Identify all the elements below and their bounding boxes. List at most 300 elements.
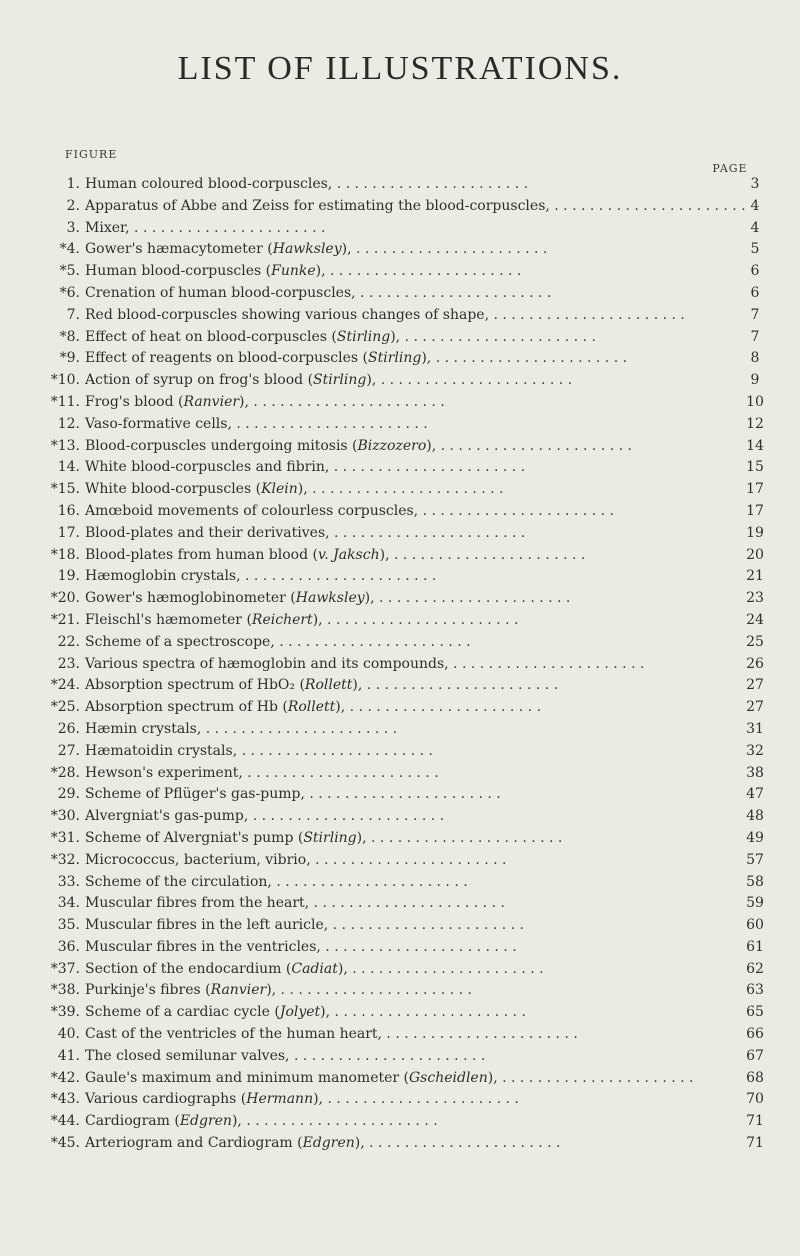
figure-number: *18.	[50, 546, 80, 563]
page-number: 68	[746, 1069, 764, 1086]
figure-title-tail: ),	[297, 481, 308, 498]
figure-title-tail: ),	[312, 611, 323, 628]
page-number: 3	[750, 176, 760, 192]
figure-title-tail: ),	[390, 328, 401, 345]
figure-title-tail: ),	[352, 677, 363, 694]
list-item	[0, 784, 800, 806]
figure-title-tail: ),	[487, 1069, 498, 1086]
figure-title-text: Gaule's maximum and minimum manometer (	[85, 1069, 409, 1086]
figure-title-text: Purkinje's fibres (	[85, 982, 211, 999]
dot-leader: . . . . . . . . . . . . . . . . . . . . . .	[329, 524, 526, 541]
figure-number: *45.	[50, 1135, 80, 1152]
figure-title	[85, 959, 725, 981]
figure-number: *30.	[50, 808, 80, 825]
page-number: 25	[746, 633, 764, 650]
figure-author: Hermann	[246, 1091, 314, 1108]
figure-number: 22.	[57, 633, 80, 650]
figure-title-text: Micrococcus, bacterium, vibrio,	[85, 851, 311, 868]
figure-title-tail: ),	[313, 1091, 324, 1108]
figure-title	[85, 828, 725, 850]
dot-leader: . . . . . . . . . . . . . . . . . . . . . .	[274, 633, 471, 650]
list-item	[0, 980, 800, 1002]
figure-title-text: Amœboid movements of colourless corpuscles,	[85, 502, 419, 519]
list-item	[0, 763, 800, 785]
dot-leader: . . . . . . . . . . . . . . . . . . . . . .	[549, 197, 746, 214]
dot-leader: . . . . . . . . . . . . . . . . . . . . . .	[389, 546, 586, 563]
figure-number: 34.	[57, 895, 80, 912]
figure-author: Gscheidlen	[409, 1069, 488, 1086]
dot-leader: . . . . . . . . . . . . . . . . . . . . . .	[329, 459, 526, 476]
page-number: 17	[746, 481, 764, 498]
figure-title-tail: ),	[320, 1004, 331, 1021]
page-number: 27	[746, 699, 764, 716]
figure-number: *9.	[59, 350, 80, 367]
figure-title	[85, 370, 725, 392]
page-number: 66	[746, 1026, 764, 1043]
figure-title-text: Muscular fibres in the ventricles,	[85, 938, 321, 955]
figure-author: Stirling	[313, 372, 367, 389]
figure-number: *43.	[50, 1091, 80, 1108]
page-number: 70	[746, 1091, 764, 1108]
page-number: 21	[746, 568, 764, 585]
page-number: 63	[746, 982, 764, 999]
figure-number: 41.	[57, 1047, 80, 1064]
figure-title-text: Frog's blood (	[85, 393, 184, 410]
page-column-header: PAGE	[712, 162, 748, 175]
dot-leader: . . . . . . . . . . . . . . . . . . . . . .	[355, 284, 552, 301]
figure-number: *21.	[50, 611, 80, 628]
figure-title-text: Human blood-corpuscles (	[85, 263, 272, 280]
list-item	[0, 719, 800, 741]
dot-leader: . . . . . . . . . . . . . . . . . . . . . .	[400, 328, 596, 345]
list-item	[0, 566, 800, 588]
figure-number: 40.	[57, 1026, 80, 1043]
figure-title	[85, 283, 725, 305]
list-item	[0, 523, 800, 545]
figure-title	[85, 501, 725, 523]
figure-number: *32.	[50, 851, 80, 868]
figure-title-text: Absorption spectrum of Hb (	[85, 699, 288, 716]
list-item	[0, 872, 800, 894]
figure-number: *28.	[50, 764, 80, 781]
dot-leader: . . . . . . . . . . . . . . . . . . . . . .	[248, 808, 445, 825]
figure-title-text: Action of syrup on frog's blood (	[85, 372, 314, 389]
dot-leader: . . . . . . . . . . . . . . . . . . . . . .	[489, 306, 685, 323]
list-item	[0, 327, 800, 349]
page-number: 4	[750, 197, 760, 214]
list-item	[0, 1089, 800, 1111]
figure-title	[85, 872, 725, 894]
dot-leader: . . . . . . . . . . . . . . . . . . . . . .	[362, 677, 559, 694]
figure-title-text: Vaso-formative cells,	[85, 415, 232, 432]
page-number: 23	[746, 590, 764, 607]
figure-title-tail: ),	[231, 1113, 242, 1130]
figure-number: *31.	[50, 829, 80, 846]
figure-title-tail: ),	[356, 829, 367, 846]
figure-author: Stirling	[368, 350, 422, 367]
list-item	[0, 501, 800, 523]
figure-title-text: Blood-plates from human blood (	[85, 546, 318, 563]
figure-number: 36.	[57, 938, 80, 955]
figure-title-text: Apparatus of Abbe and Zeiss for estimating the blood-corpuscles,	[85, 197, 550, 214]
figure-number: 29.	[57, 786, 80, 803]
figure-title-text: Hæmatoidin crystals,	[85, 742, 238, 759]
page-number: 60	[746, 917, 764, 934]
list-item	[0, 675, 800, 697]
dot-leader: . . . . . . . . . . . . . . . . . . . . . .	[347, 960, 544, 977]
page-number: 8	[750, 350, 760, 367]
list-item	[0, 1046, 800, 1068]
list-item	[0, 1002, 800, 1024]
figure-title-text: Effect of heat on blood-corpuscles (	[85, 328, 337, 345]
figure-title	[85, 348, 725, 370]
figure-title	[85, 436, 725, 458]
figure-author: Rollett	[287, 699, 336, 716]
figure-title-text: Hæmoglobin crystals,	[85, 568, 241, 585]
figure-title	[85, 523, 725, 545]
figure-title	[85, 1024, 725, 1046]
figure-title-text: Gower's hæmacytometer (	[85, 241, 273, 258]
figure-title-text: Scheme of the circulation,	[85, 873, 272, 890]
figure-title-text: Absorption spectrum of HbO₂ (	[85, 677, 305, 694]
list-item	[0, 348, 800, 370]
page-number: 7	[750, 328, 760, 345]
figure-title-text: The closed semilunar valves,	[85, 1047, 290, 1064]
page-number: 49	[746, 829, 764, 846]
dot-leader: . . . . . . . . . . . . . . . . . . . . . .	[276, 982, 472, 999]
figure-number: 16.	[57, 502, 80, 519]
list-item	[0, 370, 800, 392]
figure-title-tail: ),	[266, 982, 277, 999]
figure-title-text: Cardiogram (	[85, 1113, 180, 1130]
figure-title	[85, 196, 746, 218]
figure-title	[85, 545, 725, 567]
page-number: 59	[746, 895, 764, 912]
figure-title-tail: ),	[426, 437, 437, 454]
figure-author: Cadiat	[291, 960, 338, 977]
figure-title-text: Section of the endocardium (	[85, 960, 292, 977]
list-item	[0, 436, 800, 458]
dot-leader: . . . . . . . . . . . . . . . . . . . . . .	[201, 720, 398, 737]
figure-title	[85, 763, 725, 785]
figure-title	[85, 1133, 725, 1155]
list-item	[0, 1133, 800, 1155]
page-number: 4	[750, 219, 760, 236]
dot-leader: . . . . . . . . . . . . . . . . . . . . . .	[332, 176, 529, 192]
page-number: 6	[750, 284, 760, 301]
page-number: 14	[746, 437, 764, 454]
page-number: 47	[746, 786, 764, 803]
list-item	[0, 261, 800, 283]
dot-leader: . . . . . . . . . . . . . . . . . . . . . .	[310, 851, 507, 868]
list-item	[0, 806, 800, 828]
figure-title-text: Gower's hæmoglobinometer (	[85, 590, 296, 607]
figure-number: 7.	[66, 306, 80, 323]
dot-leader: . . . . . . . . . . . . . . . . . . . . . .	[418, 502, 614, 519]
figure-title-text: Scheme of a spectroscope,	[85, 633, 275, 650]
figure-title-text: Muscular fibres in the left auricle,	[85, 917, 329, 934]
figure-title	[85, 239, 725, 261]
list-item	[0, 283, 800, 305]
page-number: 67	[746, 1047, 764, 1064]
figure-author: v. Jaksch	[317, 546, 380, 563]
figure-number: 35.	[57, 917, 80, 934]
figure-title-text: Blood-corpuscles undergoing mitosis (	[85, 437, 358, 454]
list-item	[0, 1068, 800, 1090]
dot-leader: . . . . . . . . . . . . . . . . . . . . . .	[129, 219, 326, 236]
dot-leader: . . . . . . . . . . . . . . . . . . . . . .	[271, 873, 468, 890]
dot-leader: . . . . . . . . . . . . . . . . . . . . . .	[307, 481, 504, 498]
figure-title	[85, 675, 725, 697]
dot-leader: . . . . . . . . . . . . . . . . . . . . . .	[320, 938, 517, 955]
page-number: 58	[746, 873, 764, 890]
list-item	[0, 632, 800, 654]
figure-title-text: Scheme of a cardiac cycle (	[85, 1004, 280, 1021]
figure-number: 26.	[57, 720, 80, 737]
list-item	[0, 414, 800, 436]
figure-title	[85, 392, 725, 414]
figure-author: Funke	[271, 263, 316, 280]
figure-title-text: Cast of the ventricles of the human heart,	[85, 1026, 382, 1043]
page-number: 6	[750, 263, 760, 280]
page-number: 71	[746, 1113, 764, 1130]
page-number: 15	[746, 459, 764, 476]
figure-title	[85, 806, 725, 828]
figure-number: *37.	[50, 960, 80, 977]
page-number: 9	[750, 372, 760, 389]
figure-title	[85, 632, 725, 654]
figure-author: Hawksley	[272, 241, 342, 258]
figure-number: *42.	[50, 1069, 80, 1086]
figure-author: Stirling	[303, 829, 357, 846]
figure-number: 19.	[57, 568, 80, 585]
page-number: 65	[746, 1004, 764, 1021]
figure-title-tail: ),	[366, 372, 377, 389]
figure-author: Stirling	[336, 328, 391, 345]
list-item	[0, 196, 800, 218]
figure-number: 12.	[57, 415, 80, 432]
figure-title-text: Fleischl's hæmometer (	[85, 611, 252, 628]
list-item	[0, 479, 800, 501]
page-number: 48	[746, 808, 764, 825]
dot-leader: . . . . . . . . . . . . . . . . . . . . . .	[374, 590, 571, 607]
list-item	[0, 959, 800, 981]
page-number: 24	[746, 611, 764, 628]
list-item	[0, 457, 800, 479]
figure-number: *11.	[50, 393, 80, 410]
page-number: 12	[746, 415, 764, 432]
dot-leader: . . . . . . . . . . . . . . . . . . . . . .	[366, 829, 563, 846]
list-item	[0, 392, 800, 414]
figure-title-text: Human coloured blood-corpuscles,	[85, 176, 333, 192]
page-number: 71	[746, 1135, 764, 1152]
figure-number: 3.	[66, 219, 80, 236]
figure-title-tail: ),	[335, 699, 346, 716]
figure-title-text: Hewson's experiment,	[85, 764, 243, 781]
figure-title	[85, 305, 725, 327]
list-item	[0, 741, 800, 763]
figure-author: Rollett	[304, 677, 353, 694]
dot-leader: . . . . . . . . . . . . . . . . . . . . . .	[304, 786, 501, 803]
figure-title-text: White blood-corpuscles and fibrin,	[85, 459, 330, 476]
page-number: 17	[746, 502, 764, 519]
figure-title	[85, 174, 725, 196]
figure-title-text: Alvergniat's gas-pump,	[85, 808, 249, 825]
figure-title	[85, 588, 725, 610]
figure-title	[85, 980, 725, 1002]
figure-title-text: Mixer,	[85, 219, 130, 236]
list-item	[0, 937, 800, 959]
figure-title	[85, 784, 725, 806]
figure-number: 2.	[66, 197, 80, 214]
page-number: 27	[746, 677, 764, 694]
figure-title-tail: ),	[421, 350, 432, 367]
dot-leader: . . . . . . . . . . . . . . . . . . . . . .	[328, 917, 525, 934]
figure-title	[85, 915, 725, 937]
dot-leader: . . . . . . . . . . . . . . . . . . . . . .	[497, 1069, 694, 1086]
list-item	[0, 174, 800, 196]
dot-leader: . . . . . . . . . . . . . . . . . . . . . .	[323, 1091, 519, 1108]
figure-number: *10.	[50, 372, 80, 389]
list-item	[0, 697, 800, 719]
figure-title-text: Muscular fibres from the heart,	[85, 895, 310, 912]
figure-title	[85, 741, 725, 763]
illustrations-list	[0, 174, 800, 1155]
dot-leader: . . . . . . . . . . . . . . . . . . . . . .	[431, 350, 628, 367]
figure-number: *44.	[50, 1113, 80, 1130]
figure-author: Jolyet	[279, 1004, 321, 1021]
page-number: 61	[746, 938, 764, 955]
list-item	[0, 1024, 800, 1046]
dot-leader: . . . . . . . . . . . . . . . . . . . . . .	[448, 655, 645, 672]
figure-author: Hawksley	[295, 590, 365, 607]
dot-leader: . . . . . . . . . . . . . . . . . . . . . .	[325, 263, 522, 280]
figure-title-text: Arteriogram and Cardiogram (	[85, 1135, 303, 1152]
dot-leader: . . . . . . . . . . . . . . . . . . . . . .	[364, 1135, 561, 1152]
dot-leader: . . . . . . . . . . . . . . . . . . . . . .	[289, 1047, 486, 1064]
list-item	[0, 545, 800, 567]
figure-title	[85, 261, 725, 283]
figure-number: *13.	[50, 437, 80, 454]
figure-column-header: FIGURE	[65, 148, 118, 161]
dot-leader: . . . . . . . . . . . . . . . . . . . . . .	[381, 1026, 578, 1043]
page-number: 5	[750, 241, 760, 258]
page-number: 10	[746, 393, 764, 410]
figure-title	[85, 610, 725, 632]
figure-number: *15.	[50, 481, 80, 498]
page-number: 62	[746, 960, 764, 977]
list-item	[0, 915, 800, 937]
figure-title-text: Blood-plates and their derivatives,	[85, 524, 330, 541]
dot-leader: . . . . . . . . . . . . . . . . . . . . . .	[351, 241, 548, 258]
figure-author: Bizzozero	[357, 437, 427, 454]
figure-title	[85, 850, 725, 872]
page-number: 26	[746, 655, 764, 672]
dot-leader: . . . . . . . . . . . . . . . . . . . . . .	[248, 393, 445, 410]
figure-title-text: Various cardiographs (	[85, 1091, 247, 1108]
list-item	[0, 1111, 800, 1133]
figure-title	[85, 654, 725, 676]
figure-title	[85, 479, 725, 501]
list-item	[0, 893, 800, 915]
figure-title	[85, 1068, 725, 1090]
figure-number: *8.	[59, 328, 80, 345]
figure-number: 33.	[57, 873, 80, 890]
figure-title-text: Scheme of Pflüger's gas-pump,	[85, 786, 305, 803]
figure-title	[85, 327, 725, 349]
dot-leader: . . . . . . . . . . . . . . . . . . . . . .	[237, 742, 433, 759]
page-number: 7	[750, 306, 760, 323]
page-number: 19	[746, 524, 764, 541]
figure-number: 1.	[66, 176, 80, 192]
list-item	[0, 850, 800, 872]
figure-title-tail: ),	[315, 263, 326, 280]
figure-title	[85, 697, 725, 719]
dot-leader: . . . . . . . . . . . . . . . . . . . . . .	[231, 415, 428, 432]
figure-number: *24.	[50, 677, 80, 694]
figure-title-tail: ),	[379, 546, 390, 563]
list-item	[0, 828, 800, 850]
figure-author: Reichert	[251, 611, 313, 628]
figure-number: *20.	[50, 590, 80, 607]
list-item	[0, 588, 800, 610]
list-item	[0, 239, 800, 261]
page-number: 57	[746, 851, 764, 868]
figure-number: *4.	[59, 241, 80, 258]
list-item	[0, 654, 800, 676]
list-item	[0, 610, 800, 632]
figure-title	[85, 218, 725, 240]
figure-number: 17.	[57, 524, 80, 541]
page-number: 32	[746, 742, 764, 759]
figure-number: *5.	[59, 263, 80, 280]
figure-title-text: Red blood-corpuscles showing various changes of shape,	[85, 306, 490, 323]
page-number: 31	[746, 720, 764, 737]
figure-author: Ranvier	[210, 982, 267, 999]
figure-title	[85, 1046, 725, 1068]
page-title: LIST OF ILLUSTRATIONS.	[177, 50, 623, 87]
page-number: 38	[746, 764, 764, 781]
figure-title	[85, 1002, 725, 1024]
figure-title	[85, 457, 725, 479]
figure-title-text: Scheme of Alvergniat's pump (	[85, 829, 304, 846]
figure-title-text: White blood-corpuscles (	[85, 481, 262, 498]
figure-title-tail: ),	[337, 960, 348, 977]
figure-title-text: Effect of reagents on blood-corpuscles (	[85, 350, 368, 367]
page-number: 20	[746, 546, 764, 563]
figure-title-tail: ),	[341, 241, 352, 258]
figure-author: Klein	[261, 481, 298, 498]
figure-title	[85, 893, 725, 915]
figure-title-tail: ),	[364, 590, 375, 607]
figure-number: *39.	[50, 1004, 80, 1021]
dot-leader: . . . . . . . . . . . . . . . . . . . . . .	[242, 764, 439, 781]
figure-title-tail: ),	[354, 1135, 365, 1152]
dot-leader: . . . . . . . . . . . . . . . . . . . . . .	[240, 568, 437, 585]
figure-author: Edgren	[302, 1135, 355, 1152]
list-item	[0, 218, 800, 240]
figure-title	[85, 937, 725, 959]
figure-number: 27.	[57, 742, 80, 759]
dot-leader: . . . . . . . . . . . . . . . . . . . . . .	[345, 699, 542, 716]
figure-number: *38.	[50, 982, 80, 999]
dot-leader: . . . . . . . . . . . . . . . . . . . . . .	[309, 895, 505, 912]
figure-author: Edgren	[179, 1113, 232, 1130]
figure-title-text: Hæmin crystals,	[85, 720, 202, 737]
figure-title-tail: ),	[239, 393, 249, 410]
dot-leader: . . . . . . . . . . . . . . . . . . . . . .	[330, 1004, 526, 1021]
figure-title	[85, 414, 725, 436]
